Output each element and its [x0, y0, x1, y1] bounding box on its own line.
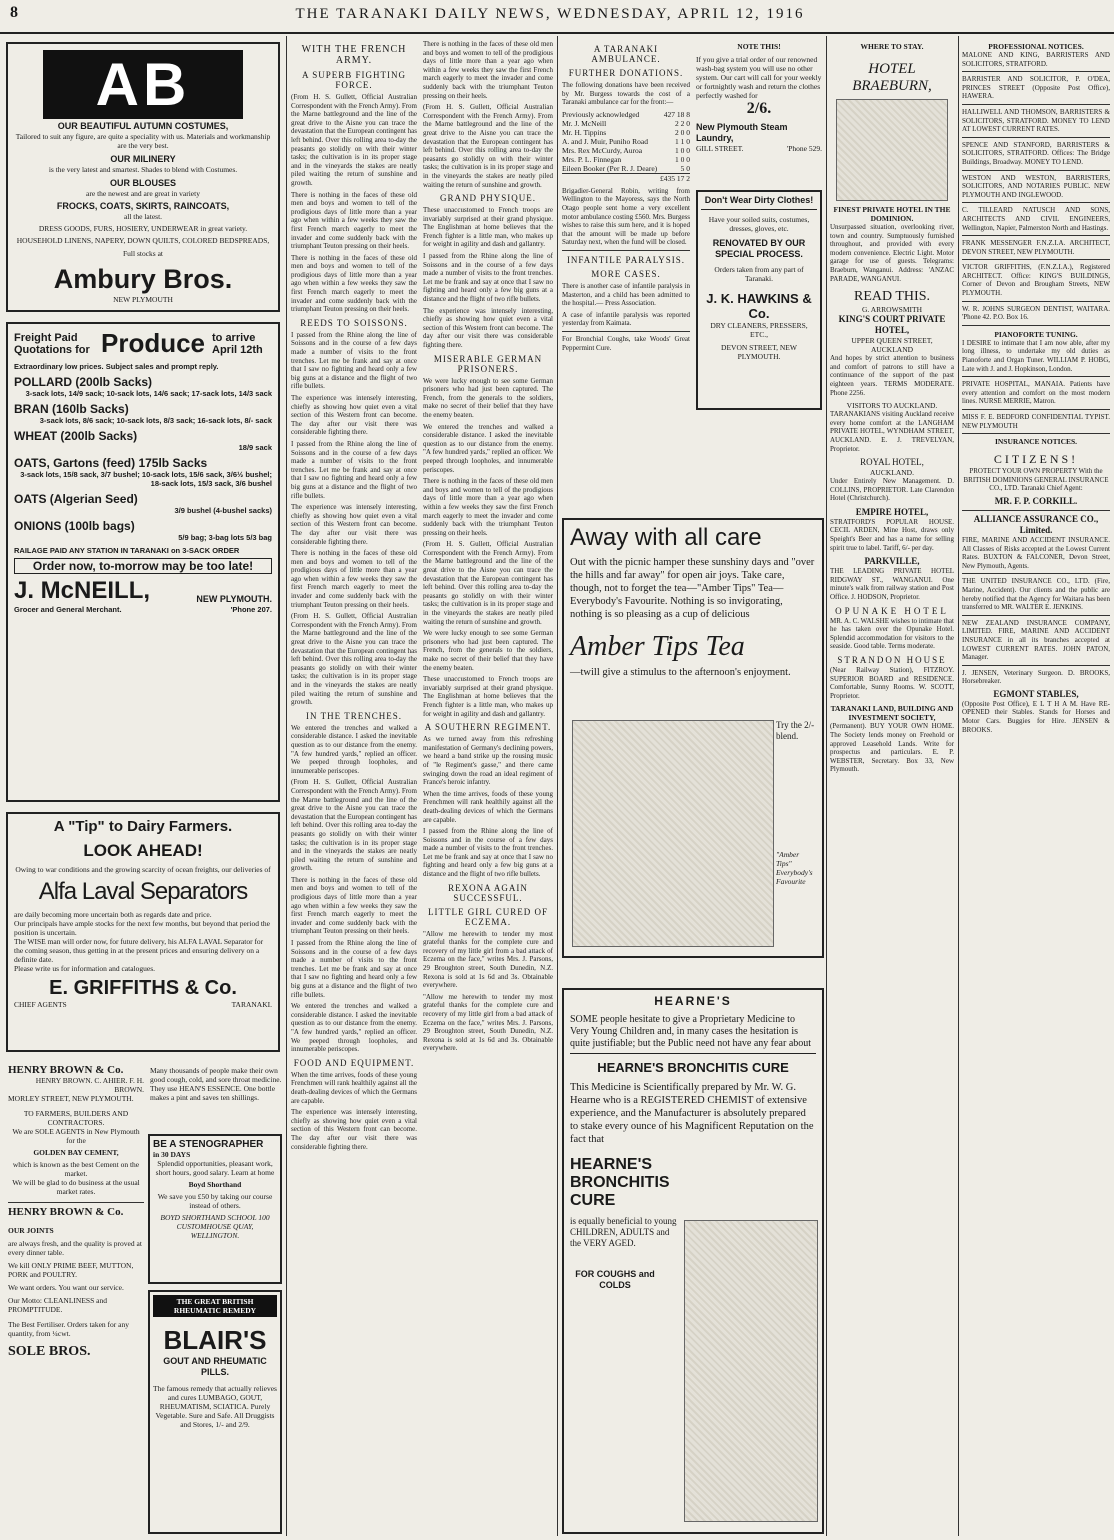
kings-court: KING'S COURT PRIVATE HOTEL, [838, 314, 946, 336]
joints-heading: OUR JOINTS [8, 1226, 54, 1235]
produce-name: OATS, Gartons (feed) 175lb Sacks [14, 456, 208, 470]
donor: Eileen Booker (Per R. J. Deare) [562, 163, 658, 173]
griffiths-advert [6, 812, 280, 1052]
steno-text: Splendid opportunities, pleasant work, short hours, good salary. Learn at home [155, 1159, 275, 1177]
article-subheading: IN THE TRENCHES. [306, 710, 402, 721]
hearne-brand: HEARNE'S [654, 994, 732, 1008]
produce-prices: 18/9 sack [238, 443, 272, 452]
insurance-heading: INSURANCE NOTICES. [994, 437, 1078, 447]
article-paragraph: I passed from the Rhine along the line of Soissons and in the course of a few days made a number of visits to the front trenches. Let me be frank and say at once that I saw no fighting and heard only a few big guns at a distance and the flight of two rifle bullets. [423, 827, 553, 879]
henry-brown-advert [8, 1064, 144, 1534]
united-insurance: THE UNITED INSURANCE CO., LTD. (Fire, Marine, Accident). Our clients and the public are hereby notified that the Agency for Waitara has been transferred to MR. WALTER E. JENKINS. [962, 577, 1110, 612]
amber-logo: Amber Tips Tea [570, 631, 745, 662]
picnic-illustration [572, 720, 774, 947]
article-paragraph: (From H. S. Gullett, Official Australian Correspondent with the French Army). From the Marne battleground and the line of the great drive to the Aisne you can trace the devastation that the European contingent has left behind. Over this rolling area to-day the peasants go stolidly on with their winter tasks; the cultivation is in its proper stage and in the vineyards the stakes are neatly piled waiting the return of sunshine and growth. [423, 103, 553, 189]
stay-heading: WHERE TO STAY. [860, 42, 924, 51]
frocks-line: FROCKS, COATS, SKIRTS, RAINCOATS, [56, 201, 230, 211]
donor: A. and J. Muir, Puniho Road [562, 136, 648, 146]
produce-prices: 5/9 bag; 3-bag lots 5/3 bag [178, 533, 272, 542]
sole-bros: SOLE BROS. [8, 1344, 91, 1359]
hb-text: are always fresh, and the quality is proved at every dinner table. [8, 1239, 142, 1257]
kings-court-address: UPPER QUEEN STREET, AUCKLAND [851, 336, 933, 355]
freight-heading: Freight Paid Quotations for [14, 331, 90, 356]
prof-notice: VICTOR GRIFFITHS, (F.N.Z.I.A.), Registered ARCHITECT. Office: KING'S BUILDINGS, Corner of Devon and Brougham Streets, NEW PLYMOUTH. [962, 263, 1110, 301]
produce-heading: Produce [100, 328, 206, 358]
egmont-text: (Opposite Post Office), E L T H A M. Have RE-OPENED their Stables. Stands for Horses and Motor Cars. Buggies for Hire. JENSEN & BROOKS. [962, 699, 1110, 734]
article-paragraph: A case of infantile paralysis was reported yesterday from Kaimata. [562, 310, 690, 328]
article-paragraph: The experience was intensely interesting, chiefly as showing how quiet even a vital section of this Western front can become. The day after our visit there was considerable fighting there. [423, 306, 553, 349]
citizens: CITIZENS! [993, 452, 1079, 467]
try-blend: Try the 2/- blend. [776, 720, 815, 741]
produce-name: OATS (Algerian Seed) [14, 492, 138, 506]
braeburn-name: HOTEL BRAEBURN, [852, 61, 932, 94]
article-paragraph: There is nothing in the faces of these old men and boys and women to tell of the prodigious days of little more than a year ago when within a few weeks they saw the first French march eagerly to meet the invader and come suddenly back with the triumphant Teuton pressing on their heels. [423, 40, 553, 100]
article-paragraph: I passed from the Rhine along the line of Soissons and in the course of a few days made a number of visits to the front trenches. Let me be frank and say at once that I saw no fighting and heard only a few big guns at a distance and the flight of two rifle bullets. [423, 252, 553, 304]
article-paragraph: (From H. S. Gullett, Official Australian Correspondent with the French Army). From the Marne battleground and the line of the great drive to the Aisne you can trace the devastation that the European contingent has left behind. Over this rolling area to-day the peasants go stolidly on with their winter tasks; the cultivation is in its proper stage and in the vineyards the stakes are neatly piled waiting the return of sunshine and growth. [291, 93, 417, 187]
laundry-advert [696, 42, 822, 182]
article-subheading: REEDS TO SOISSONS. [300, 317, 408, 328]
laundry-name: New Plymouth Steam Laundry, [696, 122, 788, 143]
article-paragraph: As we turned away from this refreshing manifestation of Germany's declining powers, we heard a band strike up the rousing music of "le Regiment's gasse," and there came swinging down the road an ideal regiment of France's heroic infantry. [423, 735, 553, 787]
blouses-text: are the newest and are great in variety [86, 189, 200, 198]
article-paragraph: These unaccustomed to French troops are invariably surprised at their grand physique. The Englishman at home believes that the French fighter is a little man, who makes up for weight in agility and dash and gallantry. [423, 206, 553, 249]
produce-prices: 3-sack lots, 8/6 sack; 10-sack lots, 8/3 sack; 16-sack lots, 8/- sack [39, 416, 272, 425]
bedford-typist: MISS F. E. BEDFORD CONFIDENTIAL TYPIST. NEW PLYMOUTH [962, 413, 1110, 430]
mcneill-name: J. McNEILL, [14, 577, 151, 604]
hb-address: MORLEY STREET, NEW PLYMOUTH. [8, 1094, 134, 1103]
hb-text: The Best Fertiliser. Orders taken for any quantity, from ¼cwt. [8, 1320, 130, 1338]
column-rule [826, 36, 827, 1536]
read-this: READ THIS. [854, 289, 930, 305]
article-subheading: GRAND PHYSIQUE. [439, 193, 536, 204]
article-paragraph: "Allow me herewith to tender my most grateful thanks for the complete cure and recovery of my little girl from a bad attack of Eczema on the face," writes Mrs. J. Parsons, 29 Broughton street, South Dunedin, N.Z. Rexona is sold at 1s 6d and 3s. Obtainable everywhere. [423, 992, 553, 1053]
langham-text: TARANAKIANS visiting Auckland receive every home comfort at the LANGHAM PRIVATE HOTEL, WYNDHAM STREET, AUCKLAND. E. J. TREVELYAN, Proprietor. [830, 410, 954, 453]
donor: Mr. J. McNeill [562, 118, 607, 128]
article-paragraph: We entered the trenches and walked a considerable distance. I asked the inevitable question as to our distance from the enemy. "A few hundred yards," replied an officer. We peeped through loopholes, and innumerable periscopes. [291, 1002, 417, 1054]
empire-text: STRATFORD'S POPULAR HOUSE. CECIL ARDEN, Mine Host, draws only Speight's Beer and has a name for selling spirit true to label. Tariff, 6/- per day. [830, 517, 954, 552]
hb-text: We will be glad to do business at the usual market rates. [12, 1178, 140, 1196]
article-headline: A TARANAKI AMBULANCE. [591, 44, 661, 64]
laundry-street: GILL STREET. [696, 144, 744, 153]
blouses-heading: OUR BLOUSES [109, 178, 176, 188]
griffiths-place: TARANAKI. [231, 1000, 272, 1009]
linens-line: HOUSEHOLD LINENS, NAPERY, DOWN QUILTS, COLORED BEDSPREADS, [16, 236, 270, 245]
amount: 427 18 8 [663, 109, 690, 119]
hb-text: We kill ONLY PRIME BEEF, MUTTON, PORK and POULTRY. [8, 1261, 134, 1279]
heans-essence-advert [150, 1066, 282, 1126]
donation-row [562, 119, 690, 128]
article-subheading: MORE CASES. [591, 268, 661, 279]
article-headline: WITH THE FRENCH ARMY. [301, 44, 407, 66]
parkville: PARKVILLE, [864, 556, 920, 567]
cement-line: GOLDEN BAY CEMENT, [33, 1148, 119, 1157]
article-paragraph: I passed from the Rhine along the line of Soissons and in the course of a few days made a number of visits to the front trenches. Let me be frank and say at once that I saw no fighting and heard only a few big guns at a distance and the flight of two rifle bullets. [291, 439, 417, 500]
article-subheading: LITTLE GIRL CURED OF ECZEMA. [428, 906, 548, 927]
amount: 2 2 0 [675, 118, 690, 128]
article-paragraph: We entered the trenches and walked a considerable distance. I asked the inevitable question as to our distance from the enemy. "A few hundred yards," replied an officer. We peeped through loopholes, and innumerable periscopes. [291, 723, 417, 775]
produce-item [14, 456, 272, 488]
article-paragraph: "Allow me herewith to tender my most grateful thanks for the complete cure and recovery of my little girl from a bad attack of Eczema on the face," writes Mrs. J. Parsons, 29 Broughton street, South Dunedin, N.Z. Rexona is sold at 1s 6d and 3s. Obtainable everywhere. [423, 929, 553, 990]
alliance-text: FIRE, MARINE AND ACCIDENT INSURANCE. All Classes of Risks accepted at the Lowest Current Rates. BUXTON & FALCONER, Devon Street, New Plymouth, Agents. [962, 535, 1110, 570]
strandon-house: STRANDON HOUSE [837, 655, 947, 665]
hearne-heading-2: HEARNE'S BRONCHITIS CURE [570, 1156, 670, 1209]
coughs-colds: FOR COUGHS and COLDS [575, 1269, 655, 1290]
mcneill-advert [6, 322, 280, 802]
produce-list [14, 375, 272, 542]
griffiths-text: Our principals have ample stocks for the next few months, but beyond that period the position is uncertain. [14, 919, 270, 937]
blairs-name: BLAIR'S [163, 1325, 267, 1355]
full-stocks: Full stocks at [122, 249, 163, 258]
grocer-line: Grocer and General Merchant. [14, 605, 122, 614]
article-paragraph: When the time arrives, foods of these young Frenchmen will rank healthily against all the death-dealing devices of which the Germans are capable. [291, 1070, 417, 1105]
article-paragraph: I passed from the Rhine along the line of Soissons and in the course of a few days made a number of visits to the front trenches. Let me be frank and say at once that I saw no fighting and heard only a few big guns at a distance and the flight of two rifle bullets. [291, 330, 417, 391]
braeburn-text: Unsurpassed situation, overlooking river, town and country. Sumptuously furnished throughout, and provided with every modern convenience. Electric Light. Motor garage for use of guests. Telegrams: Braeburn, Wanganui. Address: 'ANZAC PARADE, WANGANUI. [830, 223, 954, 283]
arrive-date: to arrive April 12th [212, 331, 263, 356]
citizens-text: PROTECT YOUR OWN PROPERTY With the BRITISH DOMINIONS GENERAL INSURANCE CO., LTD. Taranaki Chief Agent: [963, 467, 1109, 493]
where-to-stay [830, 42, 954, 1534]
ambury-place: NEW PLYMOUTH [113, 295, 173, 304]
professional-notices [962, 42, 1110, 1534]
page-number: 8 [10, 4, 18, 21]
stenographer-advert [148, 1134, 282, 1284]
prof-list [962, 51, 1110, 326]
article-paragraph: There is nothing in the faces of these old men and boys and women to tell of the prodigious days of little more than a year ago when within a few weeks they saw the first French march eagerly to meet the invader and come suddenly back with the triumphant Teuton pressing on their heels. [423, 477, 553, 537]
produce-prices: 3/9 bushel (4-bushel sacks) [174, 506, 272, 515]
opunake-text: MR. A. C. WALSHE wishes to intimate that he has taken over the Opunake Hotel. Splendid accommodation for visitors to the seaside. Good table. Terms moderate. [830, 616, 954, 651]
amount: 2 0 0 [675, 127, 690, 137]
prof-notice: C. TILLEARD NATUSCH AND SONS, ARCHITECTS AND CIVIL ENGINEERS, Wellington, Napier, Palmerston North and Hastings. [962, 206, 1110, 236]
prof-notice: SPENCE AND STANFORD, BARRISTERS & SOLICITORS, STRATFORD. Offices: The Bridge Buildings, Broadway. MONEY TO LEND. [962, 141, 1110, 171]
heans-text: Many thousands of people make their own good cough, cold, and sore throat medicine. They use HEAN'S ESSENCE. One bottle makes a pint and saves ten shillings. [150, 1066, 282, 1102]
steno-heading: BE A STENOGRAPHER [153, 1139, 264, 1150]
laundry-price: 2/6. [746, 100, 772, 117]
dirty-clothes-heading: Don't Wear Dirty Clothes! [701, 195, 817, 210]
latest-line: all the latest. [123, 212, 163, 221]
prof-heading: PROFESSIONAL NOTICES. [988, 42, 1084, 51]
milinery-text: is the very latest and smartest. Shades to blend with Costumes. [48, 165, 238, 174]
produce-item [14, 402, 272, 425]
costumes-text: Tailored to suit any figure, are quite a speciality with us. Materials and workmanship are the very best. [15, 132, 271, 150]
griffiths-intro: Owing to war conditions and the growing scarcity of ocean freights, our deliveries of [15, 865, 271, 874]
article-paragraph: There is another case of infantile paralysis in Masterton, and a child has been admitted to the hospital.— Press Association. [562, 281, 690, 308]
tuning-heading: PIANOFORTE TUNING. [994, 329, 1078, 339]
article-paragraph: The experience was intensely interesting, chiefly as showing how quiet even a vital section of this Western front can become. The day after our visit there was considerable fighting there. [291, 394, 417, 437]
masthead [0, 0, 1114, 34]
produce-name: BRAN (160lb Sacks) [14, 402, 129, 416]
article-paragraph: When the time arrives, foods of these young Frenchmen will rank healthily against all the death-dealing devices of which the Germans are capable. [423, 789, 553, 824]
blairs-text: The famous remedy that actually relieves and cures LUMBAGO, GOUT, RHEUMATISM, SCIATICA. Purely Vegetable. Sure and Safe. All Druggists and Stores, 1/- and 2/9. [153, 1384, 277, 1429]
column-rule [557, 36, 558, 1536]
article-subheading: MISERABLE GERMAN PRISONERS. [433, 353, 543, 374]
donations-table [562, 110, 690, 173]
amber-tips-advert [562, 518, 824, 958]
henry-brown-name: HENRY BROWN & Co. [8, 1064, 124, 1076]
hawkins-advert [696, 190, 822, 410]
amount: 5 0 [680, 163, 690, 173]
amount: 1 0 0 [675, 145, 690, 155]
article-subheading: A SUPERB FIGHTING FORCE. [301, 70, 406, 90]
article-paragraph: (From H. S. Gullett, Official Australian Correspondent with the French Army). From the Marne battleground and the line of the great drive to the Aisne you can trace the devastation that the European contingent has left behind. Over this rolling area to-day the peasants go stolidly on with their winter tasks; the cultivation is in its proper stage and in the vineyards the stakes are neatly piled waiting the return of sunshine and growth. [423, 540, 553, 626]
hb-text: which is known as the best Cement on the market. [12, 1160, 140, 1178]
egmont-stables: EGMONT STABLES, [993, 688, 1079, 699]
hawkins-text: Have your soiled suits, costumes, dresses, gloves, etc. [708, 215, 810, 233]
donation-row [562, 137, 690, 146]
partners: HENRY BROWN. C. AHIER. F. H. BROWN. [35, 1076, 144, 1094]
blairs-banner: THE GREAT BRITISH RHEUMATIC REMEDY [153, 1295, 277, 1317]
produce-prices: 3-sack lots, 14/9 sack; 10-sack lots, 14/6 sack; 17-sack lots, 14/3 sack [25, 389, 272, 398]
article-paragraph: (From H. S. Gullett, Official Australian Correspondent with the French Army). From the Marne battleground and the line of the great drive to the Aisne you can trace the devastation that the European contingent has left behind. Over this rolling area to-day the peasants go stolidly on with their winter tasks; the cultivation is in its proper stage and in the vineyards the stakes are neatly piled waiting the return of sunshine and growth. [291, 612, 417, 707]
steno-text: We save you £50 by taking our course instead of others. [157, 1192, 273, 1210]
produce-item [14, 492, 272, 515]
produce-name: ONIONS (100lb bags) [14, 519, 135, 533]
order-now: Order now, to-morrow may be too late! [14, 558, 272, 574]
column-rule [958, 36, 959, 1536]
ambury-name: Ambury Bros. [53, 264, 233, 294]
hearne-bronchitis-advert [562, 988, 824, 1534]
kings-court-text: And hopes by strict attention to business and comfort of patrons to still have a continuance of the support of the past eighteen years. TERMS MODERATE. Phone 2256. [830, 354, 954, 397]
donations-total: £435 17 2 [562, 173, 690, 183]
article-subheading: REXONA AGAIN SUCCESSFUL. [448, 882, 528, 903]
article-paragraph: There is nothing in the faces of these old men and boys and women to tell of the prodigious days of little more than a year ago when within a few weeks they saw the first French march eagerly to meet the invader and come suddenly back with the triumphant Teuton pressing on their heels. [291, 190, 417, 251]
royal-hotel: ROYAL HOTEL, [860, 457, 924, 468]
produce-item [14, 519, 272, 542]
amount: 1 0 0 [675, 154, 690, 164]
royal-text: Under Entirely New Management. D. COLLINS, PROPRIETOR. Late Clarendon Hotel (Christchurch). [830, 477, 954, 503]
article-paragraph: The following donations have been received by Mr. Burgess towards the cost of a Taranaki ambulance car for the front:— [562, 81, 690, 107]
knight-illustration [684, 1220, 818, 1522]
railage-note: RAILAGE PAID ANY STATION IN TARANAKI on 3-SACK ORDER [14, 546, 240, 555]
ab-logo: AB [43, 50, 243, 119]
milinery-heading: OUR MILINERY [110, 154, 176, 164]
griffiths-text: are daily becoming more uncertain both as regards date and price. [14, 910, 212, 919]
amount: 1 1 0 [675, 136, 690, 146]
tip-heading: A "Tip" to Dairy Farmers. [53, 818, 233, 835]
corkill: MR. F. P. CORKILL. [994, 495, 1078, 506]
hawkins-text: DRY CLEANERS, PRESSERS, ETC., [710, 321, 808, 339]
hawkins-name: J. K. HAWKINS & Co. [706, 291, 812, 321]
article-paragraph: The experience was intensely interesting, chiefly as showing how quiet even a vital section of this Western front can become. The day after our visit there was considerable fighting there. [291, 1108, 417, 1151]
mcneill-phone: 'Phone 207. [230, 605, 272, 614]
donor: Previously acknowledged [562, 109, 640, 119]
tuning-text: I DESIRE to intimate that I am now able, after my long illness, to undertake my old duties as Pianoforte and Organ Tuner. WILLIAM P. HOBG, Late with J. and J. Hopkinson, London. [962, 338, 1110, 373]
prof-notice: BARRISTER AND SOLICITOR, P. O'DEA, PRINCES STREET (Opposite Post Office), HAWERA. [962, 75, 1110, 105]
newspaper-title: THE TARANAKI DAILY NEWS, WEDNESDAY, APRIL 12, 1916 [295, 6, 805, 22]
dress-goods-line: DRESS GOODS, FURS, HOSIERY, UNDERWEAR in great variety. [38, 224, 248, 233]
article-paragraph: We were lucky enough to see some German prisoners who had just been captured. The French, from the generals to the soldiers, make no secret of their belief that they have the enemy beaten. [423, 376, 553, 419]
steno-text: Boyd Shorthand [188, 1180, 242, 1189]
article-paragraph: For Bronchial Coughs, take Woods' Great Peppermint Cure. [562, 334, 690, 352]
donor: Mr. H. Tippins [562, 127, 607, 137]
article-subheading: FURTHER DONATIONS. [568, 68, 684, 78]
hearne-text: This Medicine is Scientifically prepared by Mr. W. G. Hearne who is a REGISTERED CHEMIST of extensive experience, and the Manufacturer is absolutely prepared to stake every ounce of his Magnificent Reputation on the fact that [570, 1082, 814, 1145]
griffiths-name: E. GRIFFITHS & Co. [49, 977, 237, 999]
steno-days: in 30 DAYS [153, 1150, 191, 1159]
amber-text: Out with the picnic hamper these sunshiny days and "over the hills and far away" for open air joys. Take care, though, not to forget the tea—"Amber Tips" Tea—Everybody's Favourite. Nothing is so invigorating, nothing is so pleasing as a cup of delicious [570, 557, 815, 620]
produce-name: WHEAT (200lb Sacks) [14, 429, 138, 443]
costumes-heading: OUR BEAUTIFUL AUTUMN COSTUMES, [57, 121, 229, 131]
prof-notice: WESTON AND WESTON, BARRISTERS, SOLICITORS, AND NOTARIES PUBLIC. NEW PLYMOUTH AND INGLEWOOD. [962, 174, 1110, 204]
prof-notice: HALLIWELL AND THOMSON, BARRISTERS & SOLICITORS, STRATFORD. MONEY TO LEND AT LOWEST CURRENT RATES. [962, 108, 1110, 138]
donation-row [562, 164, 690, 173]
hawkins-text: Orders taken from any part of Taranaki. [714, 265, 804, 283]
sub-heading: Extraordinary low prices. Subject sales and prompt reply. [14, 362, 219, 371]
produce-name: POLLARD (200lb Sacks) [14, 375, 153, 389]
jensen-brooks: J. JENSEN, Veterinary Surgeon. D. BROOKS, Horsebreaker. [962, 668, 1110, 686]
article-paragraph: I passed from the Rhine along the line of Soissons and in the course of a few days made a number of visits to the front trenches. Let me be frank and say at once that I saw no fighting and heard only a few big guns at a distance and the flight of two rifle bullets. [291, 939, 417, 999]
renovated-line: RENOVATED BY OUR SPECIAL PROCESS. [712, 238, 806, 259]
article-paragraph: Brigadier-General Robin, writing from Wellington to the Mayoress, says the North Otago people sent home a very excellent motor ambulance costing £560. Mrs. Burgess wishes to raise this sum here, and it is hoped that the amount will be made up before Saturday next, when the fund will be closed. [562, 186, 690, 247]
steno-address: BOYD SHORTHAND SCHOOL 100 CUSTOMHOUSE QUAY, WELLINGTON. [160, 1213, 270, 1240]
henry-brown-name: HENRY BROWN & Co. [8, 1202, 144, 1218]
ambury-advert [6, 42, 280, 312]
note-this: NOTE THIS! [737, 42, 781, 51]
amber-caption: "Amber Tips" Everybody's Favourite [776, 850, 813, 886]
article-paragraph: (From H. S. Gullett, Official Australian Correspondent with the French Army). From the Marne battleground and the line of the great drive to the Aisne you can trace the devastation that the European contingent has left behind. Over this rolling area to-day the peasants go stolidly on with their winter tasks; the cultivation is in its proper stage and in the vineyards the stakes are neatly piled waiting the return of sunshine and growth. [291, 778, 417, 873]
article-paragraph: There is nothing in the faces of these old men and boys and women to tell of the prodigious days of little more than a year ago when within a few weeks they saw the first French march eagerly to meet the invader and come suddenly back with the triumphant Teuton pressing on their heels. [291, 549, 417, 609]
hb-text: TO FARMERS, BUILDERS AND CONTRACTORS. [23, 1109, 129, 1127]
opunake-hotel: OPUNAKE HOTEL [835, 605, 949, 616]
strandon-text: (Near Railway Station), FITZROY. SUPERIOR BOARD and RESIDENCE. Comfortable, Sunny Rooms. W. SCOTT, Proprietor. [830, 666, 954, 700]
look-ahead: LOOK AHEAD! [83, 841, 203, 860]
alliance: ALLIANCE ASSURANCE CO., Limited. [973, 513, 1099, 535]
hb-text: Our Motto: CLEANLINESS and PROMPTITUDE. [8, 1296, 107, 1314]
griffiths-text: The WISE man will order now, for future delivery, his ALFA LAVAL Separator for the coming season, thus getting in at the present prices and ensuring delivery on a definite date. [14, 937, 264, 964]
article-paragraph: The experience was intensely interesting, chiefly as showing how quiet even a vital section of this Western front can become. The day after our visit there was considerable fighting there. [291, 503, 417, 546]
griffiths-text: Please write us for information and catalogues. [14, 964, 155, 973]
hearne-text: is equally beneficial to young CHILDREN, ADULTS and the VERY AGED. [570, 1216, 677, 1248]
article-subheading: A SOUTHERN REGIMENT. [424, 722, 552, 733]
hearne-heading: HEARNE'S BRONCHITIS CURE [597, 1060, 789, 1075]
donor: Mrs. Rex McCurdy, Auroa [562, 145, 643, 155]
hb-text: We want orders. You want our service. [8, 1283, 124, 1292]
blairs-pills-advert [148, 1290, 282, 1534]
prof-notice: W. R. JOHNS SURGEON DENTIST, WAITARA. 'Phone 42. P.O. Box 16. [962, 305, 1110, 326]
blairs-sub: GOUT AND RHEUMATIC PILLS. [163, 1356, 267, 1377]
article-paragraph: We were lucky enough to see some German prisoners who had just been captured. The French, from the generals to the soldiers, make no secret of their belief that they have the enemy beaten. [423, 629, 553, 672]
mcneill-place: NEW PLYMOUTH. [196, 594, 272, 604]
hb-text: We are SOLE AGENTS in New Plymouth for the [12, 1127, 140, 1145]
amber-heading: Away with all care [570, 524, 762, 551]
donation-row [562, 128, 690, 137]
manaia-hospital: PRIVATE HOSPITAL, MANAIA. Patients have every attention and comfort on the most modern lines. NURSE MERRIE, Matron. [962, 380, 1110, 406]
produce-item [14, 429, 272, 452]
article-paragraph: These unaccustomed to French troops are invariably surprised at their grand physique. The Englishman at home believes that the French fighter is a little man, who makes up for weight in agility and dash and gallantry. [423, 675, 553, 718]
column-rule [286, 36, 287, 1536]
donor: Mrs. P. L. Finnegan [562, 154, 622, 164]
laundry-text: If you give a trial order of our renowned wash-bag system you will use no other system. Our cart will call for your weekly or fortnightly wash and return the clothes perfectly washed for [696, 55, 822, 100]
produce-prices: 3-sack lots, 15/8 sack, 3/7 bushel; 10-sack lots, 15/6 sack, 3/6½ bushel; 18-sack lots, 15/3 sack, 3/6 bushel [20, 470, 272, 488]
separators-heading: Alfa Laval Separators [38, 878, 248, 905]
hawkins-address: DEVON STREET, NEW PLYMOUTH. [721, 343, 797, 361]
hotel-illustration [836, 99, 948, 201]
prof-notice: MALONE AND KING, BARRISTERS AND SOLICITORS, STRATFORD. [962, 51, 1110, 72]
nz-insurance: NEW ZEALAND INSURANCE COMPANY, LIMITED. FIRE, MARINE AND ACCIDENT INSURANCE in all its branches accepted at LOWEST CURRENT RATES. JOHN PATON, Manager. [962, 618, 1110, 662]
prof-notice: FRANK MESSENGER F.N.Z.I.A. ARCHITECT, DEVON STREET, NEW PLYMOUTH. [962, 239, 1110, 260]
donation-row [562, 155, 690, 164]
parkville-text: THE LEADING PRIVATE HOTEL RIDGWAY ST., WANGANUI. One minute's walk from railway station and Post Office. J. HODSON, Proprietor. [830, 567, 954, 602]
land-society: TARANAKI LAND, BUILDING AND INVESTMENT SOCIETY, [830, 704, 954, 723]
ambulance-article [562, 40, 690, 510]
land-society-text: (Permanent). BUY YOUR OWN HOME. The Society lends money on Freehold or approved Leasehold Lands. Write for prospectus and particulars. E. P. WEBSTER, Secretary. Box 33, New Plymouth. [830, 722, 954, 774]
produce-item [14, 375, 272, 398]
chief-agents: CHIEF AGENTS [14, 1000, 67, 1009]
donation-row [562, 110, 690, 119]
empire-hotel: EMPIRE HOTEL, [855, 506, 929, 517]
royal-place: AUCKLAND. [870, 468, 914, 478]
visitors-heading: VISITORS TO AUCKLAND. [846, 401, 938, 411]
article-french-army-cont [423, 40, 553, 1534]
article-subheading: FOOD AND EQUIPMENT. [293, 1057, 415, 1068]
braeburn-subheading: FINEST PRIVATE HOTEL IN THE DOMINION. [833, 205, 951, 223]
article-paragraph: There is nothing in the faces of these old men and boys and women to tell of the prodigious days of little more than a year ago when within a few weeks they saw the first French march eagerly to meet the invader and come suddenly back with the triumphant Teuton pressing on their heels. [291, 253, 417, 314]
amber-text: —twill give a stimulus to the afternoon's enjoyment. [570, 667, 791, 678]
article-paragraph: We entered the trenches and walked a considerable distance. I asked the inevitable question as to our distance from the enemy. "A few hundred yards," replied an officer. We peeped through loopholes, and innumerable periscopes. [423, 422, 553, 474]
article-french-army [291, 40, 417, 1534]
hearne-text: SOME people hesitate to give a Proprietary Medicine to Very Young Children and, in many cases the hesitation is quite justifiable; but the Public need not have any fear about [570, 1014, 816, 1054]
article-headline: INFANTILE PARALYSIS. [566, 254, 686, 265]
laundry-phone: 'Phone 529. [786, 144, 822, 153]
donation-row [562, 146, 690, 155]
arrowsmith: G. ARROWSMITH [861, 305, 922, 315]
article-paragraph: There is nothing in the faces of these old men and boys and women to tell of the prodigious days of little more than a year ago when within a few weeks they saw the first French march eagerly to meet the invader and come suddenly back with the triumphant Teuton pressing on their heels. [291, 875, 417, 936]
